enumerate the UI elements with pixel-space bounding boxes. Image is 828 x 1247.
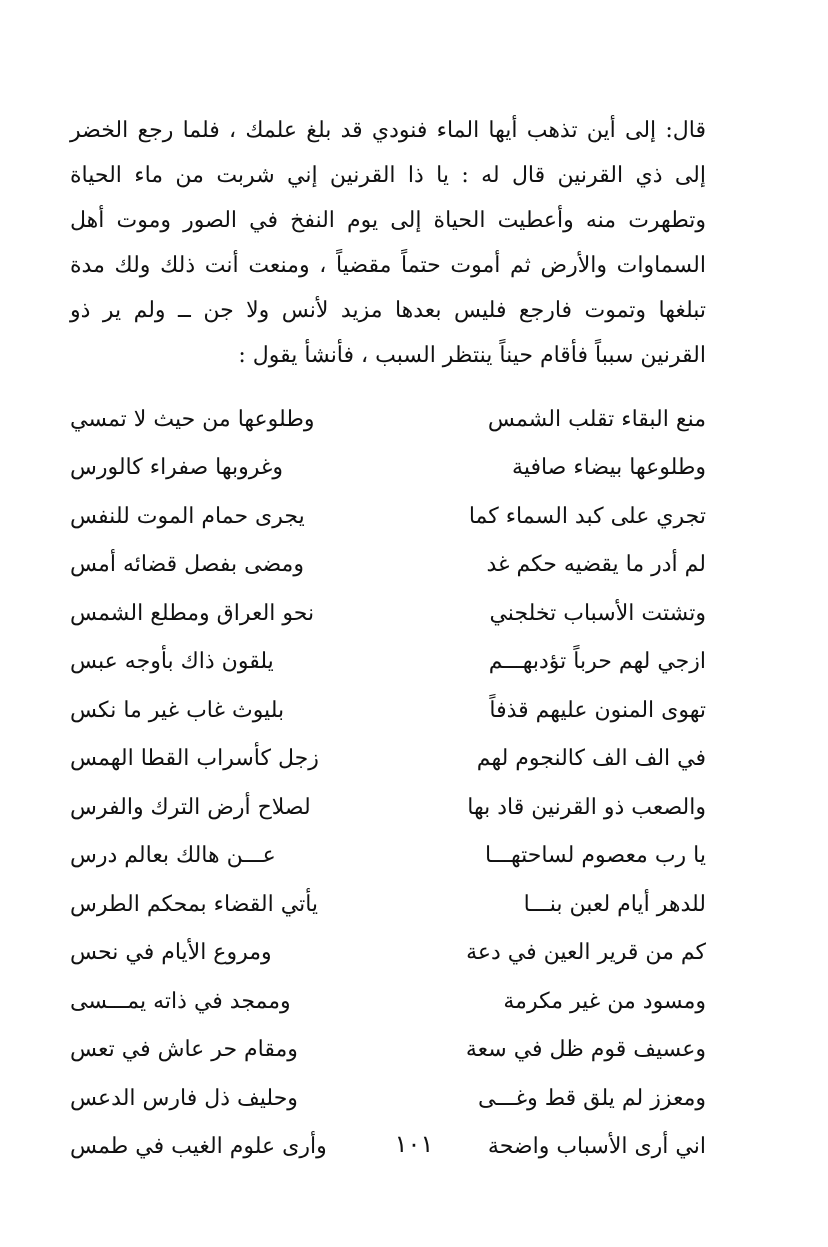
verse-second-hemistich: زجل كأسراب القطا الهمس <box>70 746 319 772</box>
verse-second-hemistich: وحليف ذل فارس الدعس <box>70 1085 298 1111</box>
poem-couplet <box>70 929 706 978</box>
verse-first-hemistich: وتشتت الأسباب تخلجني <box>489 600 706 626</box>
poem-couplet <box>70 638 706 687</box>
verse-second-hemistich: ومضى بفصل قضائه أمس <box>70 552 304 578</box>
poem-couplet <box>70 541 706 590</box>
poem-couplet <box>70 395 706 444</box>
poem-couplet <box>70 1026 706 1075</box>
verse-first-hemistich: في الف الف كالنجوم لهم <box>476 746 706 772</box>
verse-first-hemistich: اني أرى الأسباب واضحة <box>487 1134 706 1160</box>
verse-second-hemistich: وأرى علوم الغيب في طمس <box>70 1134 327 1160</box>
verse-first-hemistich: وطلوعها بيضاء صافية <box>512 455 706 481</box>
verse-first-hemistich: كم من قرير العين في دعة <box>466 940 706 966</box>
poem-couplet <box>70 492 706 541</box>
poem-couplet <box>70 686 706 735</box>
verse-second-hemistich: عـــن هالك بعالم درس <box>70 843 276 869</box>
verse-second-hemistich: ومقام حر عاش في تعس <box>70 1037 298 1063</box>
poem-couplet <box>70 880 706 929</box>
verse-first-hemistich: يا رب معصوم لساحتهـــا <box>484 843 706 869</box>
verse-second-hemistich: لصلاح أرض الترك والفرس <box>70 794 311 820</box>
verse-first-hemistich: ازجي لهم حرباً تؤدبهـــم <box>488 649 706 675</box>
page-number: ١٠١ <box>394 1130 434 1158</box>
verse-second-hemistich: وغروبها صفراء كالورس <box>70 455 283 481</box>
prose-paragraph <box>70 108 706 378</box>
verse-first-hemistich: تهوى المنون عليهم قذفاً <box>489 697 706 723</box>
verse-first-hemistich: لم أدر ما يقضيه حكم غد <box>486 552 706 578</box>
verse-second-hemistich: بليوث غاب غير ما نكس <box>70 697 285 723</box>
verse-second-hemistich: وطلوعها من حيث لا تمسي <box>70 406 315 432</box>
verse-second-hemistich: يجرى حمام الموت للنفس <box>70 503 305 529</box>
verse-first-hemistich: منع البقاء تقلب الشمس <box>487 406 706 432</box>
poem-couplet <box>70 977 706 1026</box>
verse-second-hemistich: وممجد في ذاته يمـــسى <box>70 988 291 1014</box>
prose-text: قال: إلى أين تذهب أيها الماء فنودي قد بلغ علمك ، فلما رجع الخضر إلى ذي القرنين قال له : يا ذا القرنين إني شربت من ماء الحياة وتطهرت منه وأعطيت الحياة إلى يوم النفخ في الصور وموت أهل السماوات والأرض ثم أموت حتماً مقضياً ، ومنعت أنت ذلك ولك مدة تبلغها وتموت فارجع فليس بعدها مزيد لأنس ولا جن ــ ولم ير ذو القرنين سبباً فأقام حيناً ينتظر السبب ، فأنشأ يقول : <box>70 118 706 368</box>
poem-couplet <box>70 832 706 881</box>
poem-couplet <box>70 783 706 832</box>
verse-first-hemistich: تجري على كبد السماء كما <box>468 503 706 529</box>
poem-couplet <box>70 589 706 638</box>
verse-first-hemistich: وعسيف قوم ظل في سعة <box>465 1037 706 1063</box>
poem <box>70 395 706 1171</box>
verse-first-hemistich: والصعب ذو القرنين قاد بها <box>467 794 706 820</box>
verse-first-hemistich: ومعزز لم يلق قط وغـــى <box>477 1085 706 1111</box>
poem-couplet <box>70 1074 706 1123</box>
verse-first-hemistich: ومسود من غير مكرمة <box>503 988 706 1014</box>
verse-second-hemistich: ومروع الأيام في نحس <box>70 940 272 966</box>
poem-couplet <box>70 444 706 493</box>
verse-second-hemistich: يأتي القضاء بمحكم الطرس <box>70 891 319 917</box>
verse-first-hemistich: للدهر أيام لعبن بنـــا <box>523 891 706 917</box>
verse-second-hemistich: يلقون ذاك بأوجه عبس <box>70 649 274 675</box>
poem-couplet <box>70 735 706 784</box>
verse-second-hemistich: نحو العراق ومطلع الشمس <box>70 600 315 626</box>
